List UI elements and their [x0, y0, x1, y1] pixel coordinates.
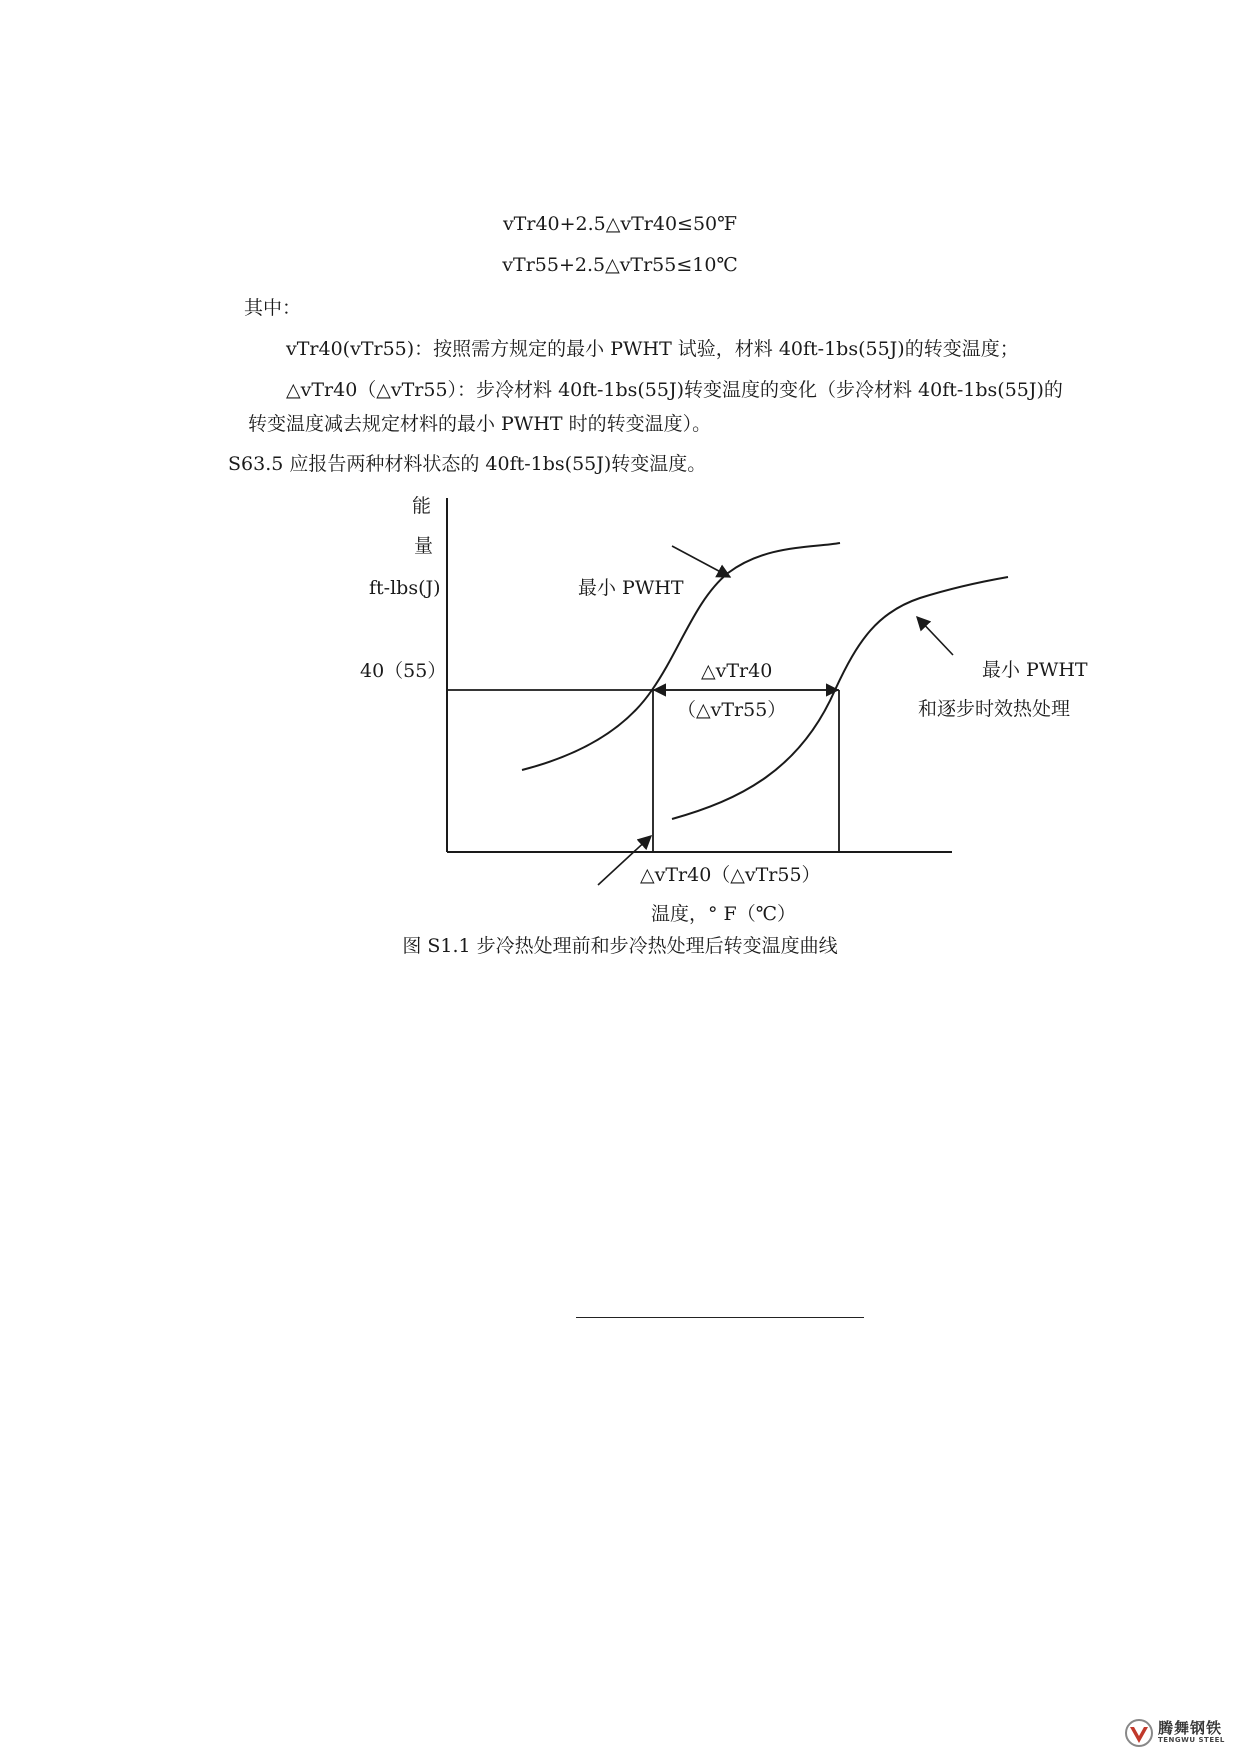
footer-rule [576, 1317, 864, 1318]
y-value-label: 40（55） [360, 660, 447, 682]
definition-1: vTr40(vTr55)：按照需方规定的最小 PWHT 试验，材料 40ft-1bs(55J)的转变温度； [286, 338, 1019, 360]
formula-2: vTr55+2.5△vTr55≤10℃ [502, 254, 738, 276]
where-label: 其中： [244, 297, 302, 319]
y-label-1: 能 [412, 495, 432, 517]
company-logo [1124, 1716, 1234, 1750]
curve2-pointer-arrow [917, 617, 953, 655]
y-label-3: ft-lbs(J) [369, 577, 441, 599]
figure-caption: 图 S1.1 步冷热处理前和步冷热处理后转变温度曲线 [402, 935, 838, 957]
formula-1: vTr40+2.5△vTr40≤50℉ [502, 213, 738, 235]
curve2-label-2: 和逐步时效热处理 [918, 698, 1071, 720]
bottom-delta-label: △vTr40（△vTr55） [640, 864, 821, 886]
logo-text-en: TENGWU STEEL [1158, 1736, 1225, 1744]
curve1-label: 最小 PWHT [578, 577, 684, 599]
y-label-2: 量 [414, 535, 434, 557]
delta-label-1: △vTr40 [701, 660, 773, 682]
delta-label-2: （△vTr55） [677, 699, 787, 721]
curve2-label-1: 最小 PWHT [982, 659, 1088, 681]
logo-mark-icon [1124, 1718, 1154, 1748]
clause-s63-5: S63.5 应报告两种材料状态的 40ft-1bs(55J)转变温度。 [228, 453, 707, 475]
definition-2-line-2: 转变温度减去规定材料的最小 PWHT 时的转变温度）。 [248, 413, 712, 435]
x-axis-label: 温度，° F（℃） [651, 903, 796, 925]
definition-2-line-1: △vTr40（△vTr55）：步冷材料 40ft-1bs(55J)转变温度的变化（步冷材料 40ft-1bs(55J)的 [286, 379, 1063, 401]
logo-text-cn: 腾舞钢铁 [1158, 1719, 1223, 1737]
curve1-pointer-arrow [672, 546, 730, 577]
